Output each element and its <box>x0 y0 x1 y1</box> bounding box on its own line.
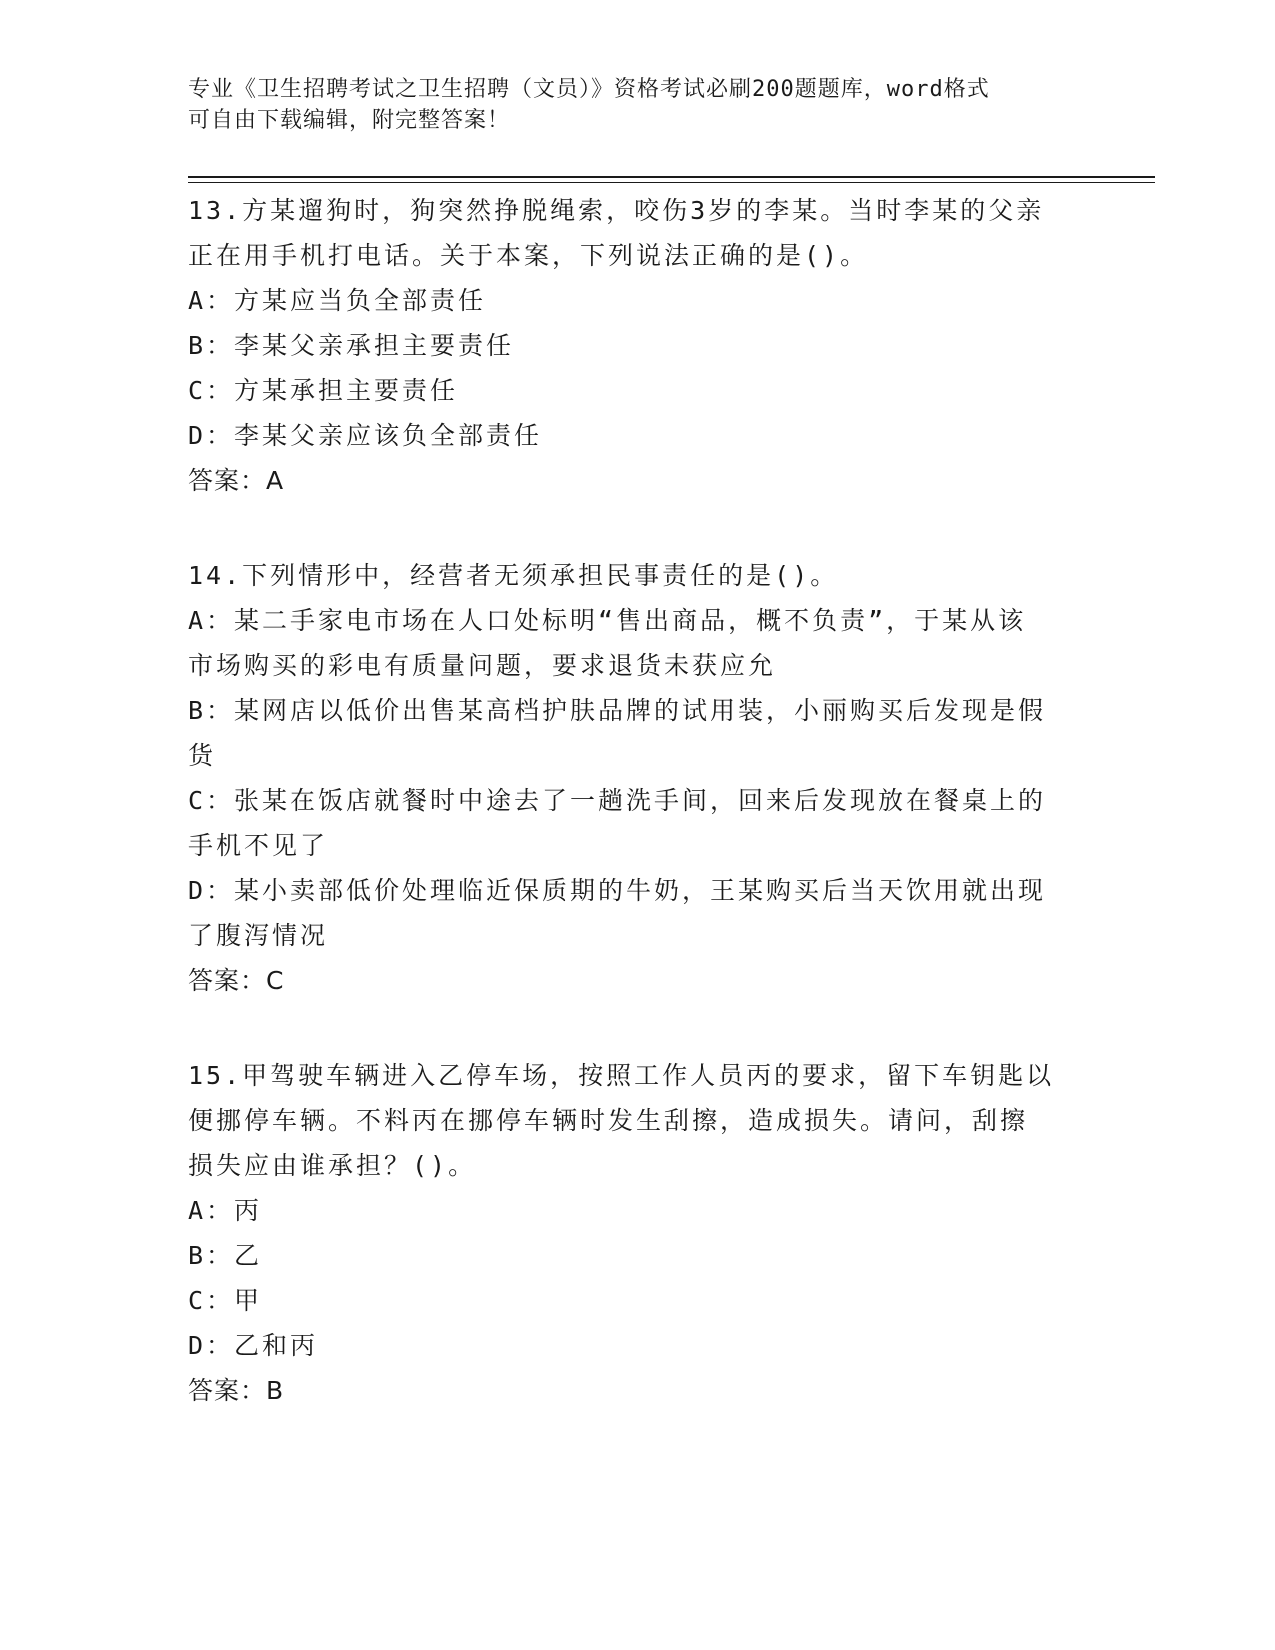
option-d: D：乙和丙 <box>188 1331 319 1360</box>
answer-line: 答案：A <box>188 466 285 495</box>
answer-line: 答案：C <box>188 966 285 995</box>
option-a-continued: 市场购买的彩电有质量问题，要求退货未获应允 <box>188 651 777 680</box>
question-13 <box>188 188 1088 503</box>
option-d-continued: 了腹泻情况 <box>188 921 329 950</box>
option-b: B：李某父亲承担主要责任 <box>188 331 515 360</box>
header-line-2: 可自由下载编辑，附完整答案！ <box>188 108 511 133</box>
option-a: A：丙 <box>188 1196 263 1225</box>
question-stem-line: 14.下列情形中，经营者无须承担民事责任的是()。 <box>188 561 839 590</box>
option-c: C：方某承担主要责任 <box>188 376 459 405</box>
option-a: A：某二手家电市场在人口处标明“售出商品，概不负责”，于某从该 <box>188 606 1027 635</box>
header-divider-thin <box>188 182 1155 183</box>
option-a: A：方某应当负全部责任 <box>188 286 487 315</box>
option-c: C：张某在饭店就餐时中途去了一趟洗手间，回来后发现放在餐桌上的 <box>188 786 1047 815</box>
option-c-continued: 手机不见了 <box>188 831 329 860</box>
document-header <box>188 74 1088 136</box>
option-b: B：乙 <box>188 1241 263 1270</box>
option-b-continued: 货 <box>188 741 217 770</box>
question-stem-line: 便挪停车辆。不料丙在挪停车辆时发生刮擦，造成损失。请问，刮擦 <box>188 1106 1029 1135</box>
header-divider-thick <box>188 176 1155 178</box>
question-stem-line: 正在用手机打电话。关于本案，下列说法正确的是()。 <box>188 241 869 270</box>
question-stem-line: 13.方某遛狗时，狗突然挣脱绳索，咬伤3岁的李某。当时李某的父亲 <box>188 196 1045 225</box>
option-b: B：某网店以低价出售某高档护肤品牌的试用装，小丽购买后发现是假 <box>188 696 1047 725</box>
option-c: C：甲 <box>188 1286 263 1315</box>
question-15 <box>188 1053 1088 1413</box>
question-stem-line: 损失应由谁承担？()。 <box>188 1151 477 1180</box>
option-d: D：李某父亲应该负全部责任 <box>188 421 543 450</box>
header-line-1: 专业《卫生招聘考试之卫生招聘（文员）》资格考试必刷200题题库，word格式 <box>188 77 990 102</box>
question-stem-line: 15.甲驾驶车辆进入乙停车场，按照工作人员丙的要求，留下车钥匙以 <box>188 1061 1055 1090</box>
question-14 <box>188 553 1088 1003</box>
option-d: D：某小卖部低价处理临近保质期的牛奶，王某购买后当天饮用就出现 <box>188 876 1047 905</box>
answer-line: 答案：B <box>188 1376 285 1405</box>
